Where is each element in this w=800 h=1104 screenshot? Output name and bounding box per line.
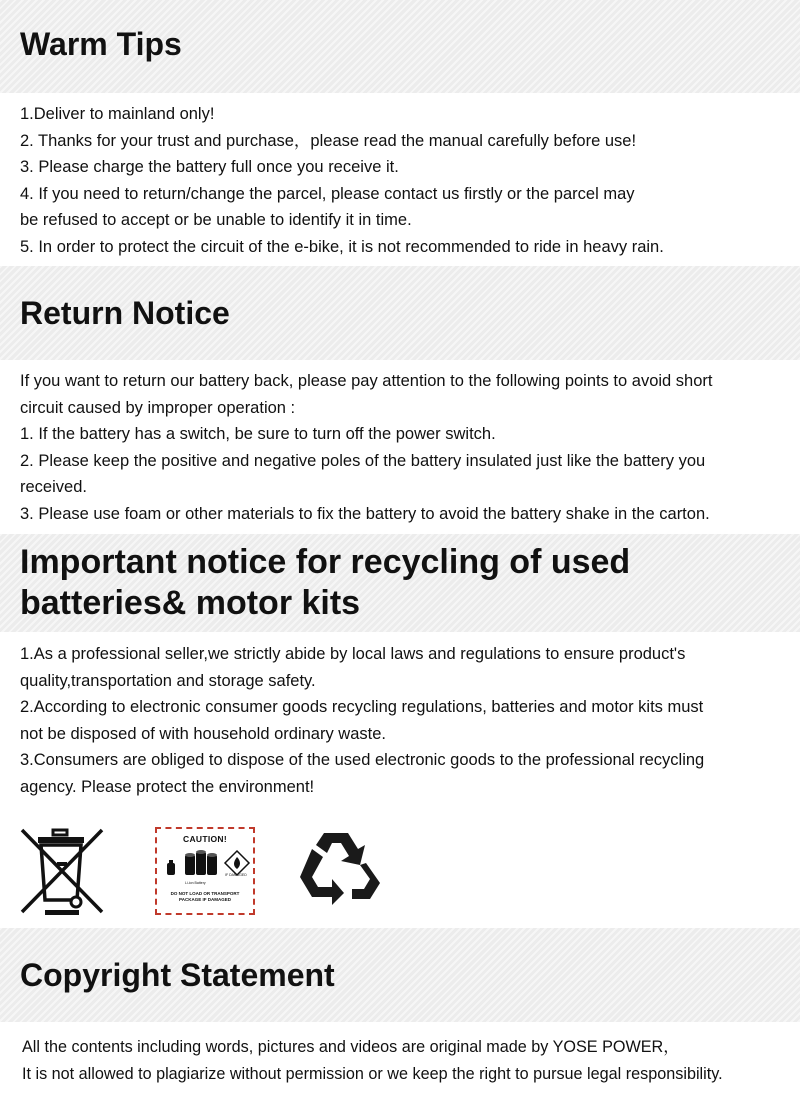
- return-notice-line: 3. Please use foam or other materials to fix the battery to avoid the battery shake in the carton.: [20, 504, 710, 523]
- recycling-notice-body: [20, 641, 792, 800]
- copyright-title: Copyright Statement: [20, 957, 335, 993]
- recycling-notice-line: not be disposed of with household ordinary waste.: [20, 724, 386, 743]
- return-notice-line: If you want to return our battery back, please pay attention to the following points to avoid short: [20, 372, 713, 390]
- caution-footer-line1: DO NOT LOAD OR TRANSPORT: [170, 891, 240, 896]
- return-notice-line: received.: [20, 478, 87, 496]
- warm-tips-header: [0, 0, 800, 93]
- caution-damage-note: IF DAMAGED: [225, 873, 247, 877]
- copyright-header: [0, 928, 800, 1022]
- caution-footer-line2: PACKAGE IF DAMAGED: [179, 897, 231, 902]
- recycling-notice-line: 2.According to electronic consumer goods recycling regulations, batteries and motor kits must: [20, 698, 704, 716]
- caution-label: [155, 827, 255, 915]
- return-notice-body: [20, 368, 792, 527]
- caution-battery-note: Li-ion Battery: [185, 881, 206, 885]
- recycling-notice-line: 1.As a professional seller,we strictly abide by local laws and regulations to ensure product's: [20, 645, 686, 663]
- copyright-body: [22, 1034, 798, 1087]
- recycle-arrows-icon: [298, 825, 382, 907]
- return-notice-line: 1. If the battery has a switch, be sure to turn off the power switch.: [20, 425, 496, 443]
- recycling-notice-line: 3.Consumers are obliged to dispose of the used electronic goods to the professional recycling: [20, 751, 705, 769]
- crossed-out-wheelie-bin-icon: [18, 824, 108, 916]
- copyright-line: All the contents including words, pictures and videos are original made by YOSE POWER，: [22, 1038, 680, 1056]
- warm-tips-line: 5. In order to protect the circuit of the e-bike, it is not recommended to ride in heavy rain.: [20, 237, 664, 256]
- warm-tips-line: 4. If you need to return/change the parcel, please contact us firstly or the parcel may: [20, 184, 635, 203]
- caution-title: CAUTION!: [183, 834, 227, 844]
- return-notice-line: circuit caused by improper operation :: [20, 398, 296, 417]
- warm-tips-title: Warm Tips: [20, 26, 182, 62]
- return-notice-header: [0, 266, 800, 360]
- copyright-line: It is not allowed to plagiarize without permission or we keep the right to pursue legal responsibility.: [22, 1064, 723, 1083]
- warm-tips-line: 1.Deliver to mainland only!: [20, 105, 215, 123]
- warm-tips-body: [20, 101, 792, 260]
- recycling-notice-header: [0, 534, 800, 632]
- warm-tips-line: be refused to accept or be unable to identify it in time.: [20, 211, 412, 229]
- warm-tips-line: 2. Thanks for your trust and purchase，please read the manual carefully before use!: [20, 131, 637, 150]
- warm-tips-line: 3. Please charge the battery full once you receive it.: [20, 158, 399, 176]
- return-notice-title: Return Notice: [20, 295, 230, 331]
- recycling-notice-line: agency. Please protect the environment!: [20, 777, 315, 796]
- recycling-notice-line: quality,transportation and storage safety.: [20, 671, 316, 690]
- recycling-icons-row: [0, 822, 800, 922]
- return-notice-line: 2. Please keep the positive and negative poles of the battery insulated just like the battery you: [20, 451, 706, 470]
- recycling-notice-title: Important notice for recycling of used batteries& motor kits: [20, 543, 631, 622]
